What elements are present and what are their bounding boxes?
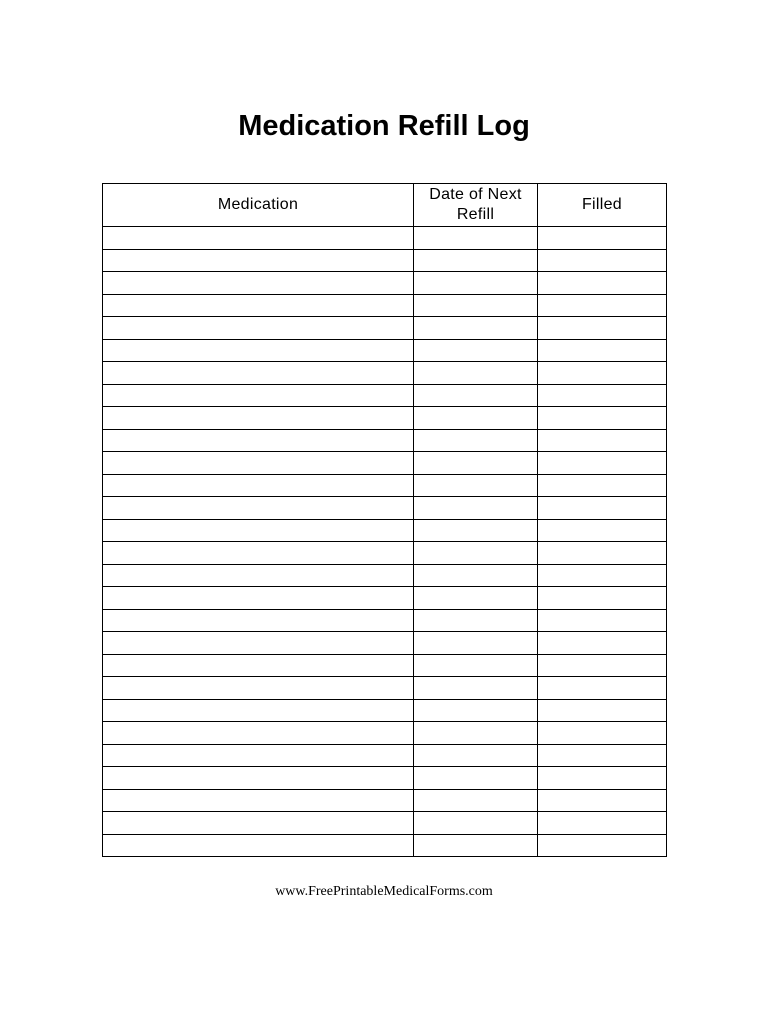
cell-date-of-next-refill[interactable]	[414, 744, 538, 767]
footer-url: www.FreePrintableMedicalForms.com	[275, 884, 493, 899]
table-row	[103, 767, 667, 790]
page-title: Medication Refill Log	[238, 110, 530, 142]
cell-medication[interactable]	[103, 789, 414, 812]
cell-filled[interactable]	[538, 227, 667, 250]
cell-filled[interactable]	[538, 744, 667, 767]
cell-date-of-next-refill[interactable]	[414, 429, 538, 452]
cell-date-of-next-refill[interactable]	[414, 519, 538, 542]
header-filled: Filled	[538, 184, 667, 227]
table-row	[103, 227, 667, 250]
table-header-row	[103, 184, 667, 227]
table-row	[103, 452, 667, 475]
cell-date-of-next-refill[interactable]	[414, 407, 538, 430]
cell-filled[interactable]	[538, 474, 667, 497]
table-row	[103, 654, 667, 677]
cell-filled[interactable]	[538, 812, 667, 835]
cell-medication[interactable]	[103, 249, 414, 272]
cell-date-of-next-refill[interactable]	[414, 587, 538, 610]
cell-date-of-next-refill[interactable]	[414, 272, 538, 295]
cell-date-of-next-refill[interactable]	[414, 812, 538, 835]
cell-date-of-next-refill[interactable]	[414, 789, 538, 812]
cell-filled[interactable]	[538, 317, 667, 340]
table-row	[103, 294, 667, 317]
cell-filled[interactable]	[538, 834, 667, 857]
cell-date-of-next-refill[interactable]	[414, 564, 538, 587]
table-row	[103, 789, 667, 812]
cell-medication[interactable]	[103, 272, 414, 295]
cell-date-of-next-refill[interactable]	[414, 362, 538, 385]
table-row	[103, 722, 667, 745]
table-row	[103, 609, 667, 632]
cell-date-of-next-refill[interactable]	[414, 632, 538, 655]
cell-medication[interactable]	[103, 834, 414, 857]
table-row	[103, 317, 667, 340]
table-row	[103, 677, 667, 700]
header-date-of-next-refill: Date of Next Refill	[414, 184, 538, 227]
cell-medication[interactable]	[103, 474, 414, 497]
table-row	[103, 362, 667, 385]
cell-filled[interactable]	[538, 407, 667, 430]
cell-date-of-next-refill[interactable]	[414, 542, 538, 565]
cell-medication[interactable]	[103, 564, 414, 587]
table-row	[103, 699, 667, 722]
cell-date-of-next-refill[interactable]	[414, 294, 538, 317]
cell-medication[interactable]	[103, 744, 414, 767]
table-row	[103, 497, 667, 520]
table-row	[103, 407, 667, 430]
cell-medication[interactable]	[103, 227, 414, 250]
cell-filled[interactable]	[538, 362, 667, 385]
table-row	[103, 429, 667, 452]
cell-filled[interactable]	[538, 789, 667, 812]
table-row	[103, 834, 667, 857]
cell-date-of-next-refill[interactable]	[414, 474, 538, 497]
cell-filled[interactable]	[538, 294, 667, 317]
cell-medication[interactable]	[103, 699, 414, 722]
table-row	[103, 542, 667, 565]
cell-date-of-next-refill[interactable]	[414, 677, 538, 700]
table-row	[103, 249, 667, 272]
cell-medication[interactable]	[103, 519, 414, 542]
cell-date-of-next-refill[interactable]	[414, 767, 538, 790]
cell-medication[interactable]	[103, 677, 414, 700]
cell-medication[interactable]	[103, 317, 414, 340]
cell-medication[interactable]	[103, 294, 414, 317]
cell-filled[interactable]	[538, 564, 667, 587]
cell-medication[interactable]	[103, 812, 414, 835]
cell-date-of-next-refill[interactable]	[414, 339, 538, 362]
refill-log-table	[102, 183, 667, 857]
table-row	[103, 632, 667, 655]
header-medication: Medication	[103, 184, 414, 227]
cell-medication[interactable]	[103, 542, 414, 565]
cell-filled[interactable]	[538, 249, 667, 272]
table-row	[103, 744, 667, 767]
cell-medication[interactable]	[103, 654, 414, 677]
cell-medication[interactable]	[103, 632, 414, 655]
cell-filled[interactable]	[538, 722, 667, 745]
cell-medication[interactable]	[103, 767, 414, 790]
table-row	[103, 339, 667, 362]
cell-medication[interactable]	[103, 429, 414, 452]
cell-medication[interactable]	[103, 609, 414, 632]
cell-filled[interactable]	[538, 699, 667, 722]
cell-medication[interactable]	[103, 587, 414, 610]
cell-filled[interactable]	[538, 497, 667, 520]
cell-date-of-next-refill[interactable]	[414, 249, 538, 272]
cell-filled[interactable]	[538, 429, 667, 452]
table-row	[103, 384, 667, 407]
cell-date-of-next-refill[interactable]	[414, 227, 538, 250]
cell-medication[interactable]	[103, 339, 414, 362]
cell-date-of-next-refill[interactable]	[414, 384, 538, 407]
table-row	[103, 272, 667, 295]
cell-filled[interactable]	[538, 519, 667, 542]
cell-filled[interactable]	[538, 272, 667, 295]
cell-filled[interactable]	[538, 542, 667, 565]
cell-filled[interactable]	[538, 609, 667, 632]
table-row	[103, 519, 667, 542]
table-row	[103, 587, 667, 610]
table-row	[103, 474, 667, 497]
cell-date-of-next-refill[interactable]	[414, 609, 538, 632]
cell-date-of-next-refill[interactable]	[414, 699, 538, 722]
cell-filled[interactable]	[538, 654, 667, 677]
cell-filled[interactable]	[538, 767, 667, 790]
cell-medication[interactable]	[103, 497, 414, 520]
cell-date-of-next-refill[interactable]	[414, 497, 538, 520]
cell-date-of-next-refill[interactable]	[414, 834, 538, 857]
cell-filled[interactable]	[538, 384, 667, 407]
cell-filled[interactable]	[538, 677, 667, 700]
cell-filled[interactable]	[538, 632, 667, 655]
table-row	[103, 812, 667, 835]
cell-filled[interactable]	[538, 452, 667, 475]
cell-date-of-next-refill[interactable]	[414, 722, 538, 745]
cell-date-of-next-refill[interactable]	[414, 654, 538, 677]
cell-medication[interactable]	[103, 407, 414, 430]
cell-medication[interactable]	[103, 362, 414, 385]
table-body	[103, 227, 667, 857]
cell-filled[interactable]	[538, 339, 667, 362]
cell-date-of-next-refill[interactable]	[414, 452, 538, 475]
cell-medication[interactable]	[103, 722, 414, 745]
cell-medication[interactable]	[103, 452, 414, 475]
cell-date-of-next-refill[interactable]	[414, 317, 538, 340]
cell-medication[interactable]	[103, 384, 414, 407]
cell-filled[interactable]	[538, 587, 667, 610]
table-row	[103, 564, 667, 587]
